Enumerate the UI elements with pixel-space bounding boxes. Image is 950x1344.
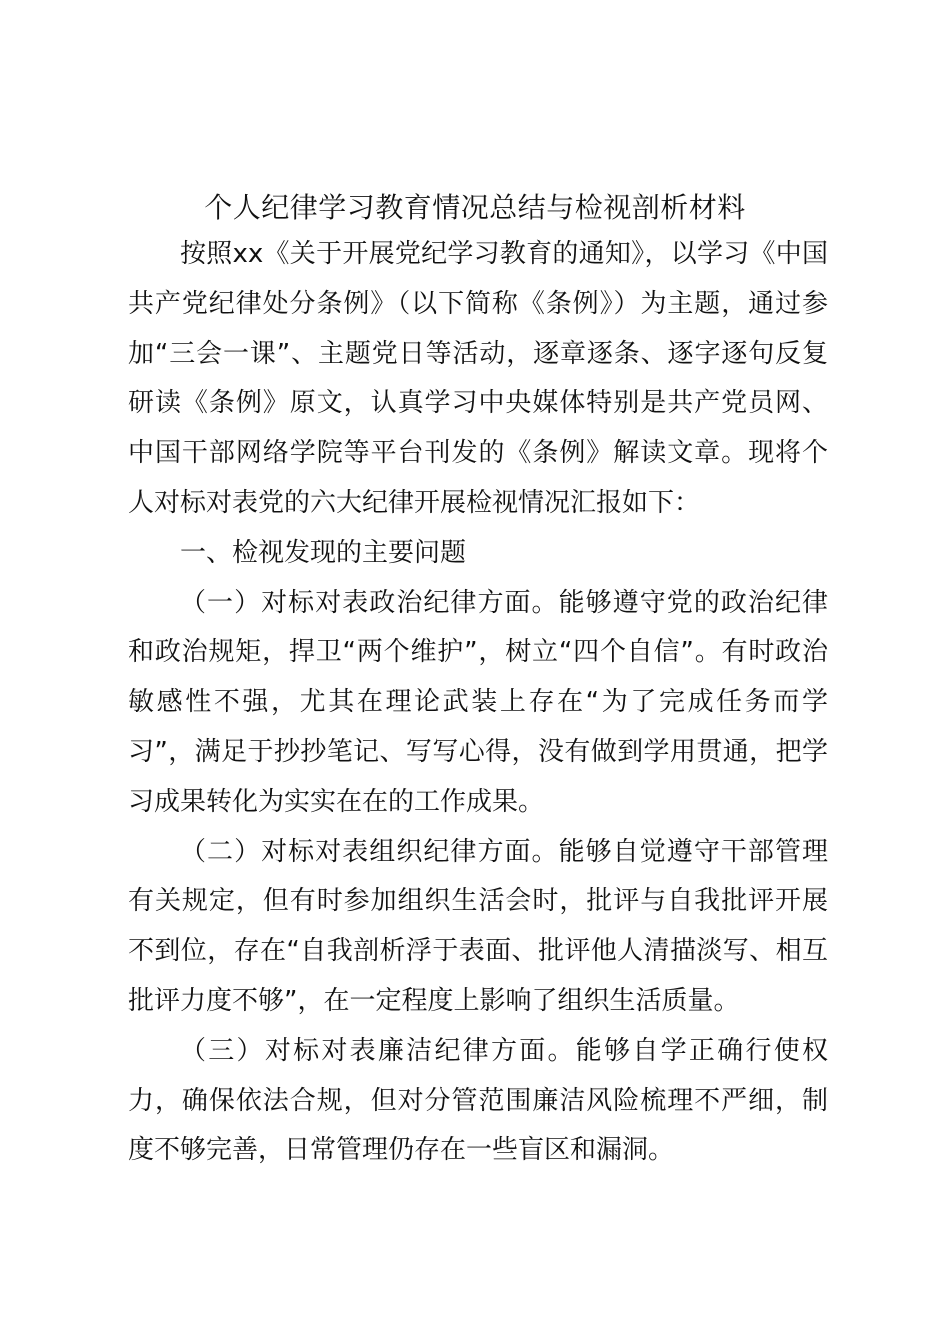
intro-paragraph: 按照xx《关于开展党纪学习教育的通知》，以学习《中国共产党纪律处分条例》（以下简称《条例》）为主题，通过参加“三会一课”、主题党日等活动，逐章逐条、逐字逐句反复研读《条例》原文，认真学习中央媒体特别是共产党员网、中国干部网络学院等平台刊发的《条例》解读文章。现将个人对标对表党的六大纪律开展检视情况汇报如下：	[128, 239, 828, 518]
paragraph-integrity-discipline: （三）对标对表廉洁纪律方面。能够自学正确行使权力，确保依法合规，但对分管范围廉洁风险梳理不严细，制度不够完善，日常管理仍存在一些盲区和漏洞。	[128, 1035, 828, 1166]
paragraph-political-discipline: （一）对标对表政治纪律方面。能够遵守党的政治纪律和政治规矩，捍卫“两个维护”，树立“四个自信”。有时政治敏感性不强，尤其在理论武装上存在“为了完成任务而学习”，满足于抄抄笔记、写写心得，没有做到学用贯通，把学习成果转化为实实在在的工作成果。	[128, 587, 828, 817]
document-title: 个人纪律学习教育情况总结与检视剖析材料	[204, 191, 746, 224]
document-body	[128, 230, 828, 1176]
paragraph-organizational-discipline: （二）对标对表组织纪律方面。能够自觉遵守干部管理有关规定，但有时参加组织生活会时，批评与自我批评开展不到位，存在“自我剖析浮于表面、批评他人清描淡写、相互批评力度不够”，在一定程度上影响了组织生活质量。	[128, 836, 828, 1016]
section-heading-problems: 一、检视发现的主要问题	[180, 537, 467, 568]
